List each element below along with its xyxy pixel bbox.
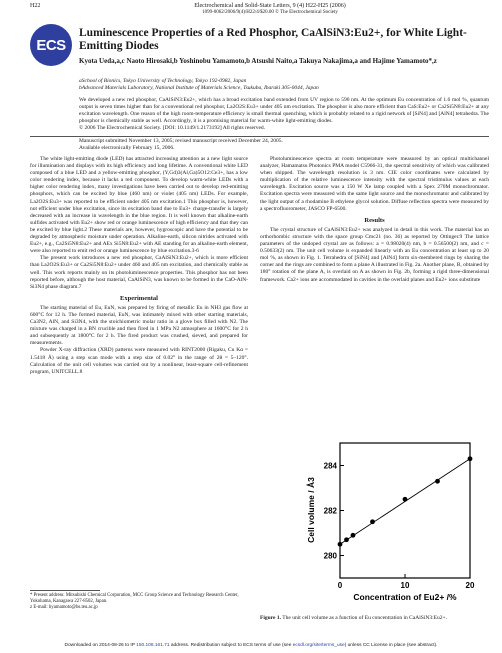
manuscript-dates xyxy=(79,138,479,152)
y-tick-label: 280 xyxy=(323,551,337,561)
y-tick-label: 284 xyxy=(323,461,337,471)
footnote-address: * Present address: Mitsubishi Chemical Corporation, MCC Group Science and Technology Research Center, Yokohama, Kanagawa 227-8502, Japan. xyxy=(30,593,239,604)
intro-paragraph-2: The present work introduces a new red phosphor, CaAlSiN3:Eu2+, which is more efficient than La2O2S:Eu3+ or Ca2Si5N8:Eu2+ under 460 and 405 nm excitation, and chemically stable as well. This work reports mainly on its photoluminescence properties. This phosphor has not been reported before, although the host material, CaAlSiN3, was known to be formed in the CaO-AlN-Si3N4 phase diagram.7 xyxy=(30,255,248,290)
y-tick-label: 282 xyxy=(323,506,337,516)
caption-text: The unit cell volume as a function of Eu concentration in CaAlSiN3:Eu2+. xyxy=(282,615,447,621)
affiliation-b: bAdvanced Materials Laboratory, National Institute of Materials Science, Tsukuba, Ibaraki 305-0044, Japan xyxy=(79,85,319,91)
data-point xyxy=(468,456,473,461)
x-tick-label: 10 xyxy=(400,581,410,590)
plot-frame xyxy=(340,443,470,578)
terms-link[interactable]: ecsdl.org/site/terms_use xyxy=(292,643,345,648)
results-paragraph: The crystal structure of CaAlSiN3:Eu2+ was analyzed in detail in this work. The material has an orthorhombic structure with the space group Cmc21 (no. 36) as reported by Ottinger.9 The lattice parameters of the undoped crystal are as follows: a = 0.98020(4) nm, b = 0.56500(2) nm, and c = 0.50633(2) nm. The unit cell volume is expanded linearly with an Eu concentration at least up to 20 mol %, as shown in Fig. 1. Tetrahedra of [SiN4] and [AlN4] form six-membered rings by sharing the corner and the rings are combined to form a plane A illustrated in Fig. 2a. Another plane, B, obtained by 180° rotation of the plane A, is overlaid on A as shown in Fig. 2b, forming a rigid three-dimensional framework. Ca2+ ions are accommodated in cavities in the overlaid planes and Eu2+ ions substitute xyxy=(260,226,489,283)
experimental-paragraph-1: The starting material of Eu, EuN, was prepared by firing of metallic Eu in NH3 gas flow at 600°C for 12 h. The formed material, EuN, was intimately mixed with other starting materials, Ca3N2, AlN, and Si3N4, with the stoichiometric molar ratio in a glove box filled with N2. The mixture was charged in a BN crucible and then fired in 1 MPa N2 atmosphere at 1600°C for 2 h and subsequently at 1800°C for 2 h. The fired product was crushed, sieved, and prepared for measurements. xyxy=(30,304,248,347)
ip-link[interactable]: 150.108.161.71 xyxy=(136,643,170,648)
affiliation-a: aSchool of Bionics, Tokyo University of Technology, Tokyo 192-0982, Japan xyxy=(79,78,247,84)
experimental-paragraph-2: Powder X-ray diffraction (XRD) patterns were measured with RINT2000 (Rigaku, Cu Kα = 1.5418 Å) using a step scan mode with a step size of 0.02° in the range of 2θ = 5–120°. Calculation of the unit cell volumes was carried out by a nonlinear, least-square cell-refinement program, UNITCELL.8 xyxy=(30,347,248,375)
figure-1-caption xyxy=(260,615,489,622)
left-column xyxy=(30,156,248,376)
page-number: H22 xyxy=(30,3,41,9)
right-column xyxy=(260,156,489,284)
copyright-line: © 2006 The Electrochemical Society. [DOI: 10.1149/1.2173192] All rights reserved. xyxy=(79,125,266,131)
section-heading-results: Results xyxy=(364,216,385,224)
download-prefix: Downloaded on 2014-08-26 to IP xyxy=(64,643,137,648)
article-authors: Kyota Ueda,a,c Naoto Hirosaki,b Yoshinobu Yamamoto,b Atsushi Naito,a Takuya Nakajima,a and Hajime Yamamoto*,z xyxy=(79,57,437,65)
download-suffix: ) unless CC License in place (see abstract). xyxy=(344,643,438,648)
data-point xyxy=(403,497,408,502)
x-tick-label: 20 xyxy=(465,581,475,590)
data-point xyxy=(344,537,349,542)
x-axis-label: Concentration of Eu2+ /% xyxy=(353,592,457,602)
available-line: Available electronically February 15, 2006. xyxy=(79,145,175,151)
figure-1-chart xyxy=(300,438,480,608)
submitted-line: Manuscript submitted November 13, 2005; revised manuscript received December 24, 2005. xyxy=(79,138,283,144)
affiliations xyxy=(79,78,479,92)
data-point xyxy=(370,519,375,524)
y-axis-label: Cell volume / Å3 xyxy=(306,477,316,543)
section-heading-experimental: Experimental xyxy=(120,294,158,302)
download-middle: address. Redistribution subject to ECS terms of use (see xyxy=(169,643,293,648)
data-point xyxy=(351,533,356,538)
x-tick-label: 0 xyxy=(337,581,343,590)
abstract-text: We developed a new red phosphor, CaAlSiN3:Eu2+, which has a broad excitation band extended from UV region to 590 nm. At the optimum Eu concentration of 1.6 mol %, quantum output is seven times higher than for a conventional red phosphor, La2O2S:Eu3+ under 405 nm excitation. The phosphor is also more efficient than CaS:Eu2+ or Ca2Si5N8:Eu2+ at any excitation wavelength. One reason of the high room-temperature efficiency is small thermal quenching, which is probably related to a rigid network of [SiN4] and [AlN4] tetrahedra. The phosphor is chemically stable as well. Accordingly, it is a promising material for warm-white light-emitting diodes. xyxy=(79,97,489,124)
intro-paragraph-1: The white light-emitting diode (LED) has attracted increasing attention as a new light source for illumination and displays with its high efficiency and long lifetime. A conventional white LED composed of a blue LED and a yellow-emitting phosphor, (Y,Gd)3(Al,Ga)5O12:Ce3+, has a low color rendering index, because it lacks a red component. To develop warm-white LEDs with a higher color rendering index, many investigations have been carried out to develop red-emitting phosphors, which can be excited by blue (460 nm) or violet (405 nm) LEDs. For example, La2O2S:Eu3+ was reported to be efficient under 405 nm excitation.1 This phosphor is, however, not efficient under blue excitation, since its excitation band due to Eu3+ charge-transfer is largely decreased with an increase in wavelength in the blue region. It is well known that alkaline-earth sulfides activated with Eu2+ show red or orange luminescence of high efficiency and that they can be excited by blue light.2 These materials are, however, hygroscopic and have the potential to be degraded by atmospheric moisture under operation. Alkaline-earth, silicon nitrides activated with Eu2+, e.g., Ca2Si5N8:Eu2+ and AEx Si5N8:Eu2+ with AE standing for an alkaline-earth element, were also reported to emit red or orange luminescence by blue excitation.3-6 xyxy=(30,156,248,255)
download-notice xyxy=(0,643,502,648)
data-point xyxy=(435,479,440,484)
divider-top xyxy=(30,136,489,137)
journal-citation: Electrochemical and Solid-State Letters, 9 (4) H22-H25 (2006) xyxy=(194,3,346,9)
methods-paragraph: Photoluminescence spectra at room temperature were measured by an optical multichannel analyzer, Hamamatsu Photonics PMA model C5966-31, the spectral sensitivity of which was calibrated when shipped. The wavelength resolution is 3 nm. CIE color coordinates were calculated by multiplication of the relative luminescence intensity with the spectral tristimulus values at each wavelength. Excitation source was a 150 W Xe lamp coupled with a Spex 270M monochromator. Excitation spectra were measured with the same light source and the monochromator and calibrated by the light output of a rhodamine B ethylene glycol solution. Diffuse reflection spectra were measured by a spectrofluorometer, JASCO FP-6500. xyxy=(260,156,489,212)
issn-line: 1099-0062/2006/9(4)/H22/4/$20.00 © The Electrochemical Society xyxy=(202,10,338,15)
abstract xyxy=(79,97,489,132)
caption-label: Figure 1. xyxy=(260,615,281,621)
footnote-rule xyxy=(30,590,100,591)
data-point xyxy=(338,542,343,547)
article-title: Luminescence Properties of a Red Phosphor, CaAlSiN3:Eu2+, for White Light-Emitting Diodes xyxy=(79,27,467,52)
footnotes xyxy=(30,593,248,611)
ecs-logo: ECS xyxy=(30,24,72,66)
footnote-email: z E-mail: hyamamoto@bs.teu.ac.jp xyxy=(30,605,98,610)
